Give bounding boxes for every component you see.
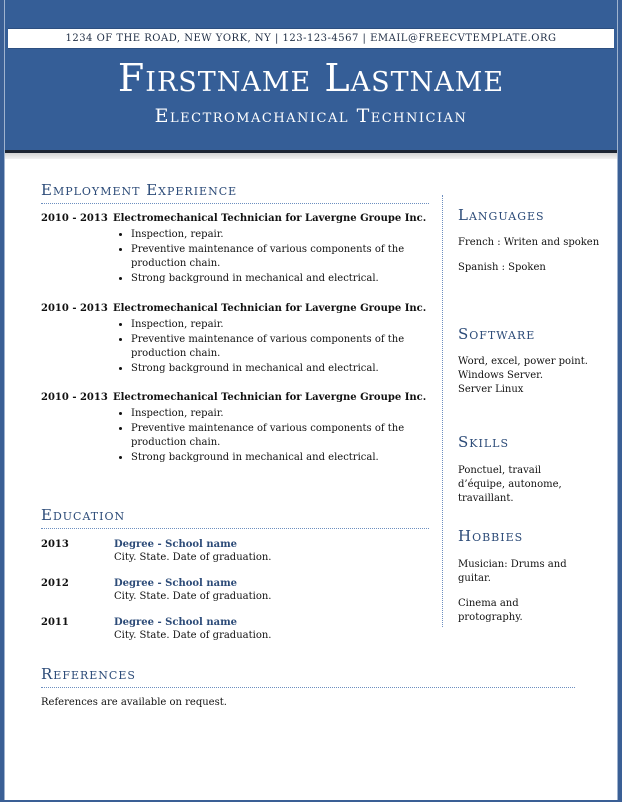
contact-info: 1234 OF THE ROAD, NEW YORK, NY | 123-123-4567 | EMAIL@FREECVTEMPLATE.ORG <box>8 28 614 49</box>
skills-heading: Skills <box>458 433 509 451</box>
duty-item: • Strong background in mechanical and electrical. <box>131 362 441 376</box>
education-location: City. State. Date of graduation. <box>114 552 272 563</box>
duty-item: • Preventive maintenance of various components of the production chain. <box>131 243 441 271</box>
duty-item: • Strong background in mechanical and electrical. <box>131 272 441 286</box>
duty-item: • Inspection, repair. <box>131 228 441 242</box>
language-item: French : Writen and spoken <box>458 237 600 248</box>
duty-item: • Preventive maintenance of various components of the production chain. <box>131 333 441 361</box>
software-list <box>458 355 608 397</box>
job-dates: 2010 - 2013 <box>41 213 108 224</box>
software-item: Windows Server. <box>458 370 544 381</box>
hobby-item: Musician: Drums and guitar. <box>458 559 567 584</box>
employment-divider <box>41 203 429 204</box>
education-degree: Degree - School name <box>114 617 238 628</box>
references-text: References are available on request. <box>41 697 227 708</box>
duty-item: • Preventive maintenance of various components of the production chain. <box>131 422 441 450</box>
skills-text: Ponctuel, travail d’équipe, autonome, travaillant. <box>458 465 562 504</box>
job-position: Electromechanical Technician for Lavergne Groupe Inc. <box>113 303 427 314</box>
education-year: 2012 <box>41 578 69 589</box>
language-item: Spanish : Spoken <box>458 262 546 273</box>
education-year: 2013 <box>41 539 69 550</box>
education-degree: Degree - School name <box>114 578 238 589</box>
employment-heading: Employment Experience <box>41 181 238 199</box>
duty-item: • Inspection, repair. <box>131 318 441 332</box>
job-dates: 2010 - 2013 <box>41 392 108 403</box>
job-position: Electromechanical Technician for Lavergne Groupe Inc. <box>113 213 427 224</box>
header-band <box>5 0 617 152</box>
software-item: Server Linux <box>458 384 524 395</box>
languages-list <box>458 236 608 286</box>
duty-item: • Inspection, repair. <box>131 407 441 421</box>
references-divider <box>41 687 575 688</box>
education-heading: Education <box>41 506 126 524</box>
education-divider <box>41 528 429 529</box>
software-heading: Software <box>458 325 536 343</box>
duty-item: • Strong background in mechanical and electrical. <box>131 451 441 465</box>
job-position: Electromechanical Technician for Lavergne Groupe Inc. <box>113 392 427 403</box>
hobbies-heading: Hobbies <box>458 527 524 545</box>
education-location: City. State. Date of graduation. <box>114 591 272 602</box>
resume-page <box>4 0 618 800</box>
header-shadow <box>5 153 617 159</box>
languages-heading: Languages <box>458 206 545 224</box>
job-duties <box>113 228 441 287</box>
education-degree: Degree - School name <box>114 539 238 550</box>
education-year: 2011 <box>41 617 69 628</box>
job-title: Electromachanical Technician <box>154 105 468 127</box>
hobby-item: Cinema and protography. <box>458 598 523 623</box>
job-dates: 2010 - 2013 <box>41 303 108 314</box>
job-duties <box>113 318 441 377</box>
references-heading: References <box>41 665 136 683</box>
column-divider <box>442 195 443 627</box>
job-duties <box>113 407 441 466</box>
software-item: Word, excel, power point. <box>458 356 588 367</box>
hobbies-list <box>458 558 583 636</box>
full-name: Firstname Lastname <box>117 56 505 100</box>
education-location: City. State. Date of graduation. <box>114 630 272 641</box>
